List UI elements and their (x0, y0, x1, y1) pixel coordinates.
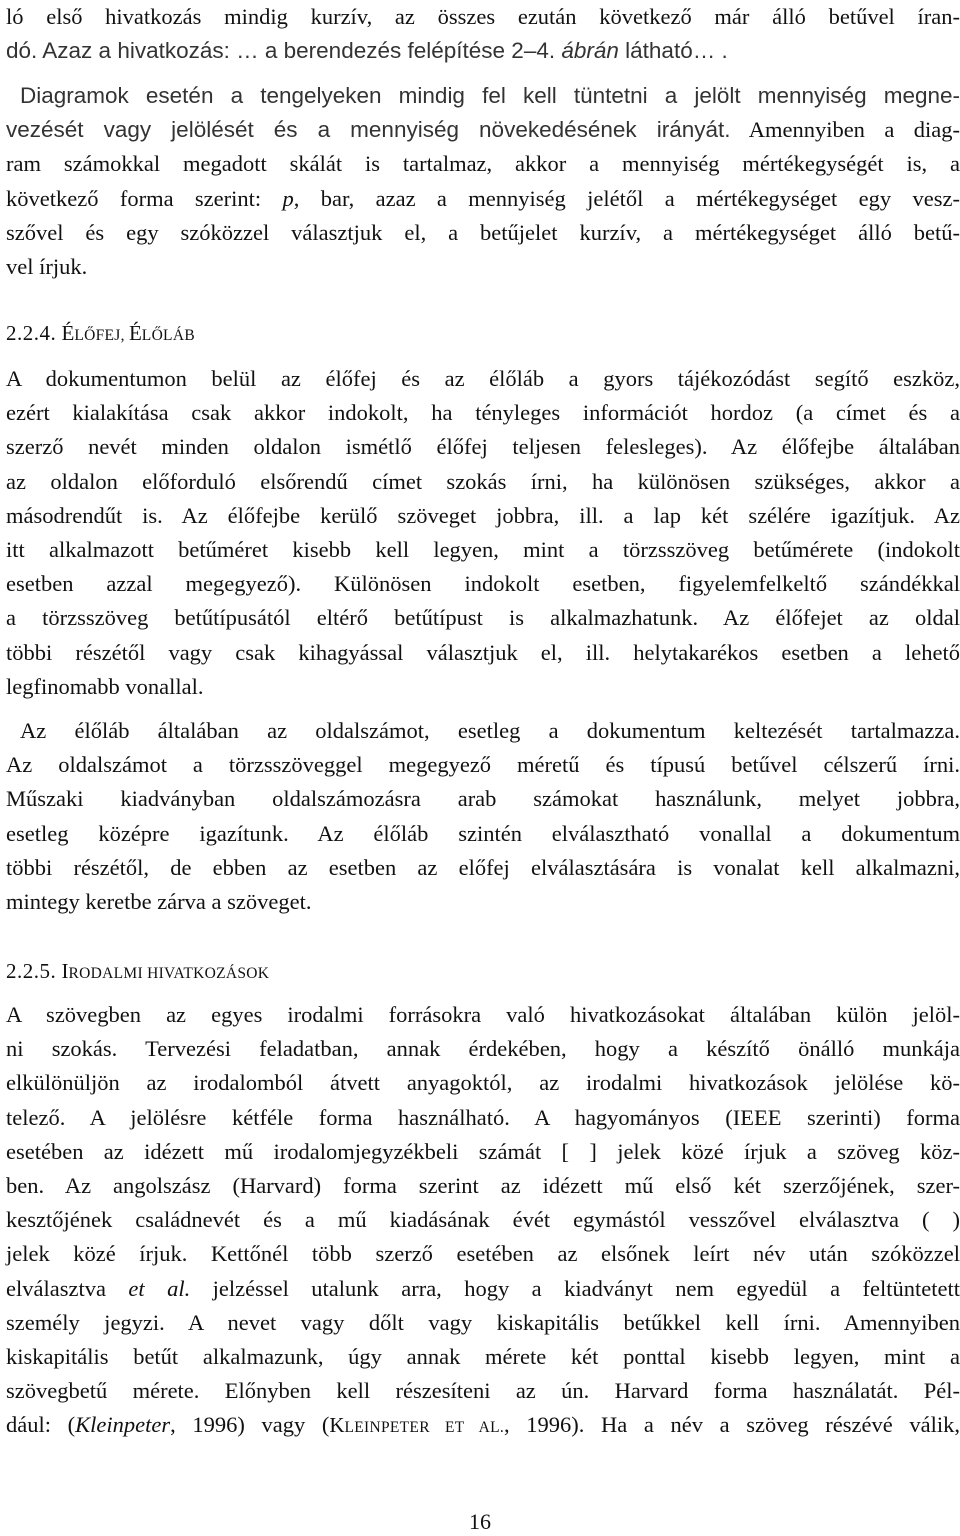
text-line: Az élőláb általában az oldalszámot, esetleg a dokumentum keltezését tartalmazza. (20, 718, 960, 743)
smallcaps-name: LEINPETER ET AL. (344, 1419, 505, 1437)
text-line: Műszaki kiadványban oldalszámozásra arab számokat használunk, melyet jobbra, (6, 786, 960, 812)
text-line: esetében az idézett mű irodalomjegyzékbeli számát [ ] jelek közé írjuk a szöveg köz- (6, 1138, 960, 1164)
text-line: az oldalon előforduló elsőrendű címet szokás írni, ha különösen szükséges, akkor a (6, 468, 960, 494)
text-line: szővel és egy szóközzel választjuk el, a betűjelet kurzív, a mértékegységet álló betű- (6, 219, 960, 245)
intro-paragraph (6, 0, 960, 68)
text-line: ezért kialakítása csak akkor indokolt, ha tényleges információt hordoz (a címet és a (6, 400, 960, 426)
heading-initial: É (61, 321, 75, 345)
text-line: szerző nevét minden oldalon ismétlő élőfej teljesen felesleges). Az élőfejbe általában (6, 434, 960, 460)
text-line: legfinomabb vonallal. (6, 673, 204, 699)
text-line: Az oldalszámot a törzsszöveggel megegyező méretű és típusú betűvel célszerű írni. (6, 752, 960, 778)
paragraph-header-footer-1 (6, 362, 960, 704)
text-line: többi részétől, de ebben az esetben az előfej elválasztására is vonalat kell alkalmazni, (6, 854, 960, 880)
text-line: a törzsszöveg betűtípusától eltérő betűtípust is alkalmazhatunk. Az élőfejet az oldal (6, 605, 960, 631)
text-line: esetleg középre igazítunk. Az élőláb szintén elválasztható vonallal a dokumentum (6, 820, 960, 846)
text-line (6, 34, 960, 68)
heading-initial: I (61, 959, 69, 983)
section-number: 2.2.4. (6, 321, 57, 345)
paragraph-header-footer-2 (6, 714, 960, 919)
body-text: dául: ( (6, 1412, 76, 1438)
body-text: elválasztva (6, 1275, 129, 1301)
text-line: A dokumentumon belül az élőfej és az élőláb a gyors tájékozódást segítő eszköz, (6, 366, 960, 391)
heading-initial: É (128, 321, 142, 345)
heading-smallcaps: RODALMI HIVATKOZÁSOK (68, 965, 270, 982)
sans-text: dó. Azaz a hivatkozás: … a berendezés felépítése 2–4. (6, 38, 562, 64)
section-heading-2-2-4 (6, 318, 195, 351)
body-text: következő forma szerint: (6, 185, 283, 211)
heading-smallcaps: LŐFEJ, (74, 327, 129, 344)
text-line: ló első hivatkozás mindig kurzív, az összes ezután következő már álló betűvel íran- (6, 4, 960, 29)
text-line (6, 1408, 960, 1445)
section-number: 2.2.5. (6, 959, 57, 983)
text-line: ram számokkal megadott skálát is tartalmaz, akkor a mennyiség mértékegységét is, a (6, 151, 960, 177)
page-number: 16 (469, 1509, 491, 1534)
text-line: Diagramok esetén a tengelyeken mindig fel kell tüntetni a jelölt mennyiség megne- (20, 83, 960, 108)
diagram-paragraph (6, 79, 960, 284)
text-line: A szövegben az egyes irodalmi forrásokra való hivatkozásokat általában külön jelöl- (6, 1002, 960, 1027)
text-line (6, 1272, 960, 1306)
text-line: telező. A jelölésre kétféle forma használható. A hagyományos (IEEE szerinti) forma (6, 1104, 960, 1130)
body-text: jelzéssel utalunk arra, hogy a kiadványt nem egyedül a feltüntetett (190, 1275, 960, 1301)
section-heading-2-2-5 (6, 956, 269, 989)
paragraph-references (6, 998, 960, 1446)
text-line: vel írjuk. (6, 254, 88, 280)
text-line: szövegbetű mérete. Előnyben kell részesíteni az ún. Harvard forma használatát. Pél- (6, 1378, 960, 1404)
italic-symbol: p (282, 185, 294, 211)
italic-text: ábrán (561, 38, 619, 64)
body-text: Amennyiben a diag- (730, 117, 960, 143)
italic-text: et al. (128, 1275, 191, 1301)
text-line: ni szokás. Tervezési feladatban, annak érdekében, hogy a készítő önálló munkája (6, 1036, 960, 1062)
text-line: jelek közé írjuk. Kettőnél több szerző esetében az elsőnek leírt név után szóközzel (6, 1241, 960, 1267)
sans-text: látható… . (618, 38, 728, 64)
text-line: kiskapitális betűt alkalmazunk, úgy annak mérete két ponttal kisebb legyen, mint a (6, 1344, 960, 1370)
italic-name: Kleinpeter (75, 1412, 171, 1438)
text-line: esetben azzal megegyező). Különösen indokolt esetben, figyelemfelkeltő szándékkal (6, 571, 960, 597)
body-text: , 1996) vagy ( (170, 1412, 330, 1438)
smallcaps-initial: K (329, 1413, 345, 1438)
text-line: elkülönüljön az irodalomból átvett anyagoktól, az irodalmi hivatkozások jelölése kö- (6, 1070, 960, 1096)
heading-smallcaps: LŐLÁB (141, 327, 195, 344)
text-line: másodrendűt is. Az élőfejbe kerülő szöveget jobbra, ill. a lap két szélére igazítjuk. Az (6, 502, 960, 528)
sans-text: vezését vagy jelölését és a mennyiség növekedésének irányát. (6, 117, 731, 143)
text-line: személy jegyzi. A nevet vagy dőlt vagy kiskapitális betűkkel kell írni. Amennyiben (6, 1309, 960, 1335)
text-line: ben. Az angolszász (Harvard) forma szerint az idézett mű első két szerzőjének, szer- (6, 1173, 960, 1199)
body-text: , bar, azaz a mennyiség jelétől a mértékegységet egy vesz- (293, 185, 960, 211)
text-line (6, 113, 960, 147)
text-line: mintegy keretbe zárva a szöveget. (6, 889, 312, 915)
body-text: , 1996). Ha a név a szöveg részévé válik, (504, 1412, 960, 1438)
text-line: itt alkalmazott betűméret kisebb kell legyen, mint a törzsszöveg betűmérete (indokolt (6, 537, 960, 563)
text-line: többi részétől vagy csak kihagyással választjuk el, ill. helytakarékos esetben a lehető (6, 639, 960, 665)
text-line (6, 182, 960, 216)
text-line: kesztőjének családnevét és a mű kiadásának évét egymástól vesszővel elválasztva ( ) (6, 1207, 960, 1233)
